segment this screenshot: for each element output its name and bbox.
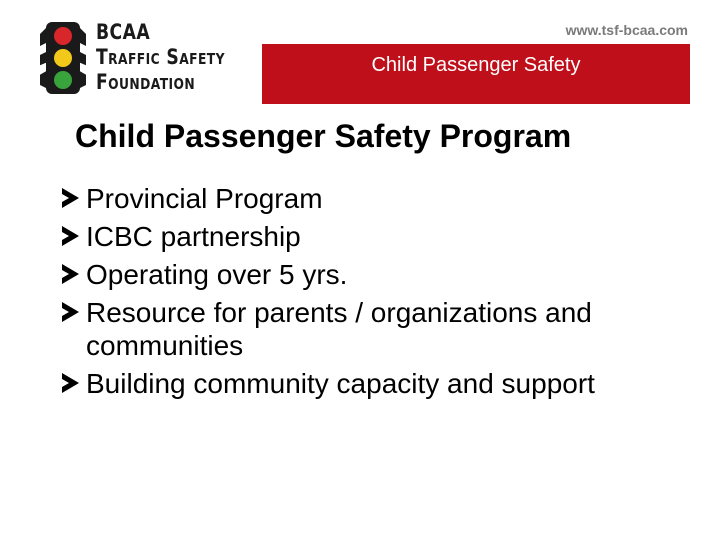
bullet-text: Resource for parents / organizations and communities bbox=[86, 297, 592, 361]
red-lamp-icon bbox=[54, 27, 72, 45]
bcaa-tsf-logo bbox=[40, 18, 240, 98]
bullet-item bbox=[60, 258, 700, 291]
bullet-text: Building community capacity and support bbox=[86, 368, 595, 399]
logo-line-3: Foundation bbox=[96, 70, 196, 94]
logo-wordmark bbox=[96, 20, 253, 95]
yellow-lamp-icon bbox=[54, 49, 72, 67]
header-bar bbox=[262, 44, 690, 104]
bullet-item bbox=[60, 220, 700, 253]
bullet-list bbox=[60, 182, 700, 405]
logo-line-2: Traffic Safety bbox=[96, 45, 225, 69]
arrowhead-bullet-icon bbox=[60, 263, 80, 285]
bullet-text: ICBC partnership bbox=[86, 221, 301, 252]
bullet-item bbox=[60, 182, 700, 215]
website-url: www.tsf-bcaa.com bbox=[565, 22, 688, 38]
arrowhead-bullet-icon bbox=[60, 372, 80, 394]
arrowhead-bullet-icon bbox=[60, 187, 80, 209]
slide-title: Child Passenger Safety Program bbox=[75, 118, 572, 154]
bullet-text: Operating over 5 yrs. bbox=[86, 259, 348, 290]
traffic-light-icon bbox=[46, 22, 80, 94]
green-lamp-icon bbox=[54, 71, 72, 89]
bullet-item bbox=[60, 296, 700, 362]
header-bar-title: Child Passenger Safety bbox=[371, 54, 581, 76]
logo-line-1: BCAA bbox=[96, 20, 151, 44]
bullet-item bbox=[60, 367, 700, 400]
arrowhead-bullet-icon bbox=[60, 301, 80, 323]
bullet-text: Provincial Program bbox=[86, 183, 323, 214]
arrowhead-bullet-icon bbox=[60, 225, 80, 247]
